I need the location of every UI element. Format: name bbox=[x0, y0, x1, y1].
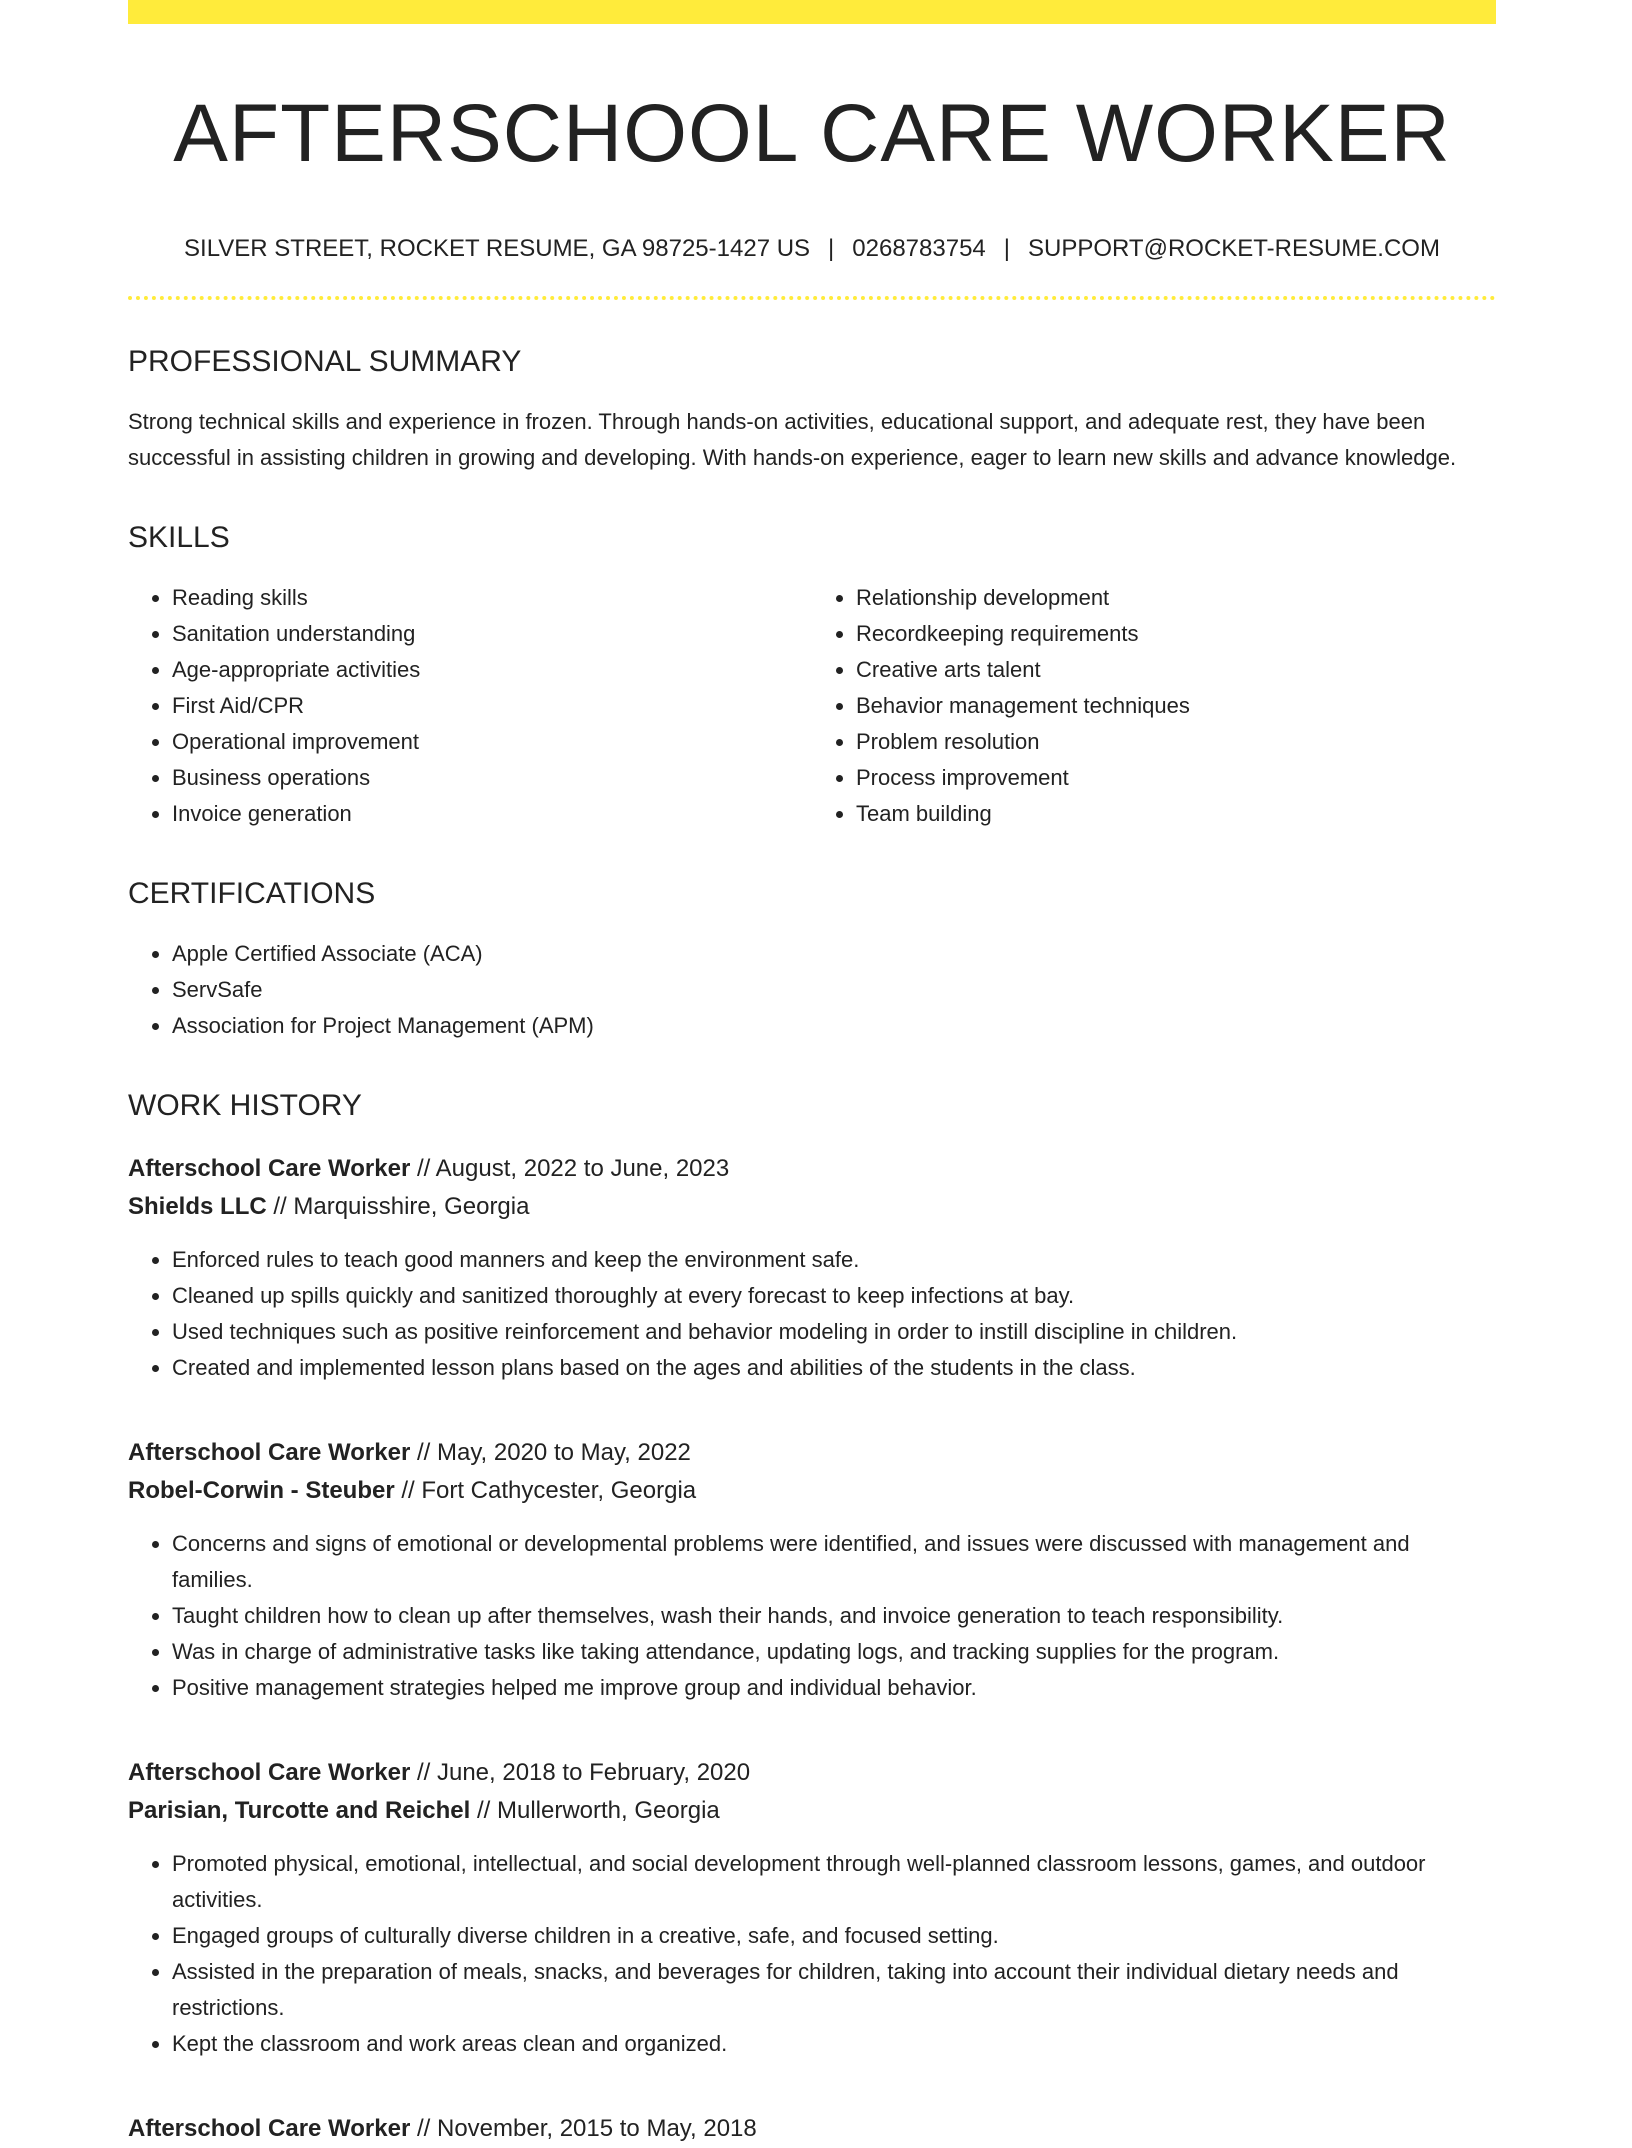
job-bullet: • Positive management strategies helped me improve group and individual behavior. bbox=[172, 1670, 1496, 1706]
job-entry bbox=[128, 2110, 1496, 2148]
skill-item: • Process improvement bbox=[856, 760, 1496, 796]
skill-item: • Creative arts talent bbox=[856, 652, 1496, 688]
job-bullet: • Enforced rules to teach good manners and keep the environment safe. bbox=[172, 1242, 1496, 1278]
job-title: Afterschool Care Worker bbox=[128, 2115, 411, 2142]
certifications-heading: CERTIFICATIONS bbox=[128, 877, 376, 910]
job-bullets bbox=[128, 1846, 1496, 2062]
job-dates: // May, 2020 to May, 2022 bbox=[410, 1439, 691, 1466]
summary-heading: PROFESSIONAL SUMMARY bbox=[128, 345, 522, 378]
skill-item: • First Aid/CPR bbox=[172, 688, 812, 724]
job-dates: // November, 2015 to May, 2018 bbox=[410, 2115, 757, 2142]
job-title: Afterschool Care Worker bbox=[128, 1759, 411, 1786]
job-bullet: • Promoted physical, emotional, intellectual, and social development through well-planned classroom lessons, games, and outdoor activities. bbox=[172, 1846, 1496, 1918]
dotted-divider bbox=[128, 296, 1496, 300]
job-title-line bbox=[128, 1754, 1496, 1792]
skill-item: • Problem resolution bbox=[856, 724, 1496, 760]
job-bullet: • Engaged groups of culturally diverse children in a creative, safe, and focused setting. bbox=[172, 1918, 1496, 1954]
skill-item: • Operational improvement bbox=[172, 724, 812, 760]
job-bullet: • Created and implemented lesson plans based on the ages and abilities of the students in the class. bbox=[172, 1350, 1496, 1386]
job-bullet: • Assisted in the preparation of meals, snacks, and beverages for children, taking into account their individual dietary needs and restrictions. bbox=[172, 1954, 1496, 2026]
skill-item: • Relationship development bbox=[856, 580, 1496, 616]
certification-item: • ServSafe bbox=[172, 972, 1496, 1008]
job-location: // Marquisshire, Georgia bbox=[266, 1193, 530, 1220]
job-location: // Fort Cathycester, Georgia bbox=[394, 1477, 697, 1504]
job-entry bbox=[128, 1434, 1496, 1706]
skills-list-left bbox=[128, 580, 812, 832]
contact-separator: | bbox=[828, 235, 835, 262]
skills-heading: SKILLS bbox=[128, 521, 230, 554]
skills-columns bbox=[128, 580, 1496, 832]
job-entry bbox=[128, 1150, 1496, 1386]
job-dates: // August, 2022 to June, 2023 bbox=[410, 1155, 730, 1182]
skill-item: • Behavior management techniques bbox=[856, 688, 1496, 724]
job-title: Afterschool Care Worker bbox=[128, 1439, 411, 1466]
contact-line bbox=[128, 234, 1496, 264]
job-title: Afterschool Care Worker bbox=[128, 1155, 411, 1182]
job-company-line bbox=[128, 1188, 1496, 1226]
skill-item: • Age-appropriate activities bbox=[172, 652, 812, 688]
certification-item: • Apple Certified Associate (ACA) bbox=[172, 936, 1496, 972]
contact-separator: | bbox=[1003, 235, 1010, 262]
top-accent-bar bbox=[128, 0, 1496, 24]
summary-text: Strong technical skills and experience in frozen. Through hands-on activities, educational support, and adequate rest, they have been successful in assisting children in growing and developing. With hands-on experience, eager to learn new skills and advance knowledge. bbox=[128, 409, 1457, 470]
job-company-line bbox=[128, 1472, 1496, 1510]
skill-item: • Recordkeeping requirements bbox=[856, 616, 1496, 652]
job-company: Shields LLC bbox=[128, 1193, 267, 1220]
job-entry bbox=[128, 1754, 1496, 2062]
contact-address: SILVER STREET, ROCKET RESUME, GA 98725-1427 US bbox=[184, 235, 811, 262]
contact-phone: 0268783754 bbox=[852, 235, 986, 262]
skill-item: • Invoice generation bbox=[172, 796, 812, 832]
skill-item: • Team building bbox=[856, 796, 1496, 832]
certifications-list bbox=[128, 936, 1496, 1044]
job-title-line bbox=[128, 1150, 1496, 1188]
job-bullet: • Taught children how to clean up after themselves, wash their hands, and invoice generation to teach responsibility. bbox=[172, 1598, 1496, 1634]
resume-page bbox=[128, 0, 1496, 2148]
job-company: Robel-Corwin - Steuber bbox=[128, 1477, 395, 1504]
job-company-line bbox=[128, 1792, 1496, 1830]
skill-item: • Business operations bbox=[172, 760, 812, 796]
job-title-line bbox=[128, 2110, 1496, 2148]
certification-item: • Association for Project Management (APM) bbox=[172, 1008, 1496, 1044]
contact-email: SUPPORT@ROCKET-RESUME.COM bbox=[1028, 235, 1440, 262]
job-title-line bbox=[128, 1434, 1496, 1472]
work-history-heading: WORK HISTORY bbox=[128, 1089, 362, 1122]
job-bullets bbox=[128, 1242, 1496, 1386]
skill-item: • Sanitation understanding bbox=[172, 616, 812, 652]
job-bullet: • Concerns and signs of emotional or developmental problems were identified, and issues were discussed with management and families. bbox=[172, 1526, 1496, 1598]
job-bullets bbox=[128, 1526, 1496, 1706]
skill-item: • Reading skills bbox=[172, 580, 812, 616]
job-bullet: • Was in charge of administrative tasks like taking attendance, updating logs, and tracking supplies for the program. bbox=[172, 1634, 1496, 1670]
job-bullet: • Cleaned up spills quickly and sanitized thoroughly at every forecast to keep infections at bay. bbox=[172, 1278, 1496, 1314]
job-company: Parisian, Turcotte and Reichel bbox=[128, 1797, 471, 1824]
resume-title: AFTERSCHOOL CARE WORKER bbox=[173, 88, 1451, 179]
job-bullet: • Used techniques such as positive reinforcement and behavior modeling in order to instill discipline in children. bbox=[172, 1314, 1496, 1350]
skills-list-right bbox=[812, 580, 1496, 832]
job-dates: // June, 2018 to February, 2020 bbox=[410, 1759, 751, 1786]
job-location: // Mullerworth, Georgia bbox=[470, 1797, 720, 1824]
job-bullet: • Kept the classroom and work areas clean and organized. bbox=[172, 2026, 1496, 2062]
